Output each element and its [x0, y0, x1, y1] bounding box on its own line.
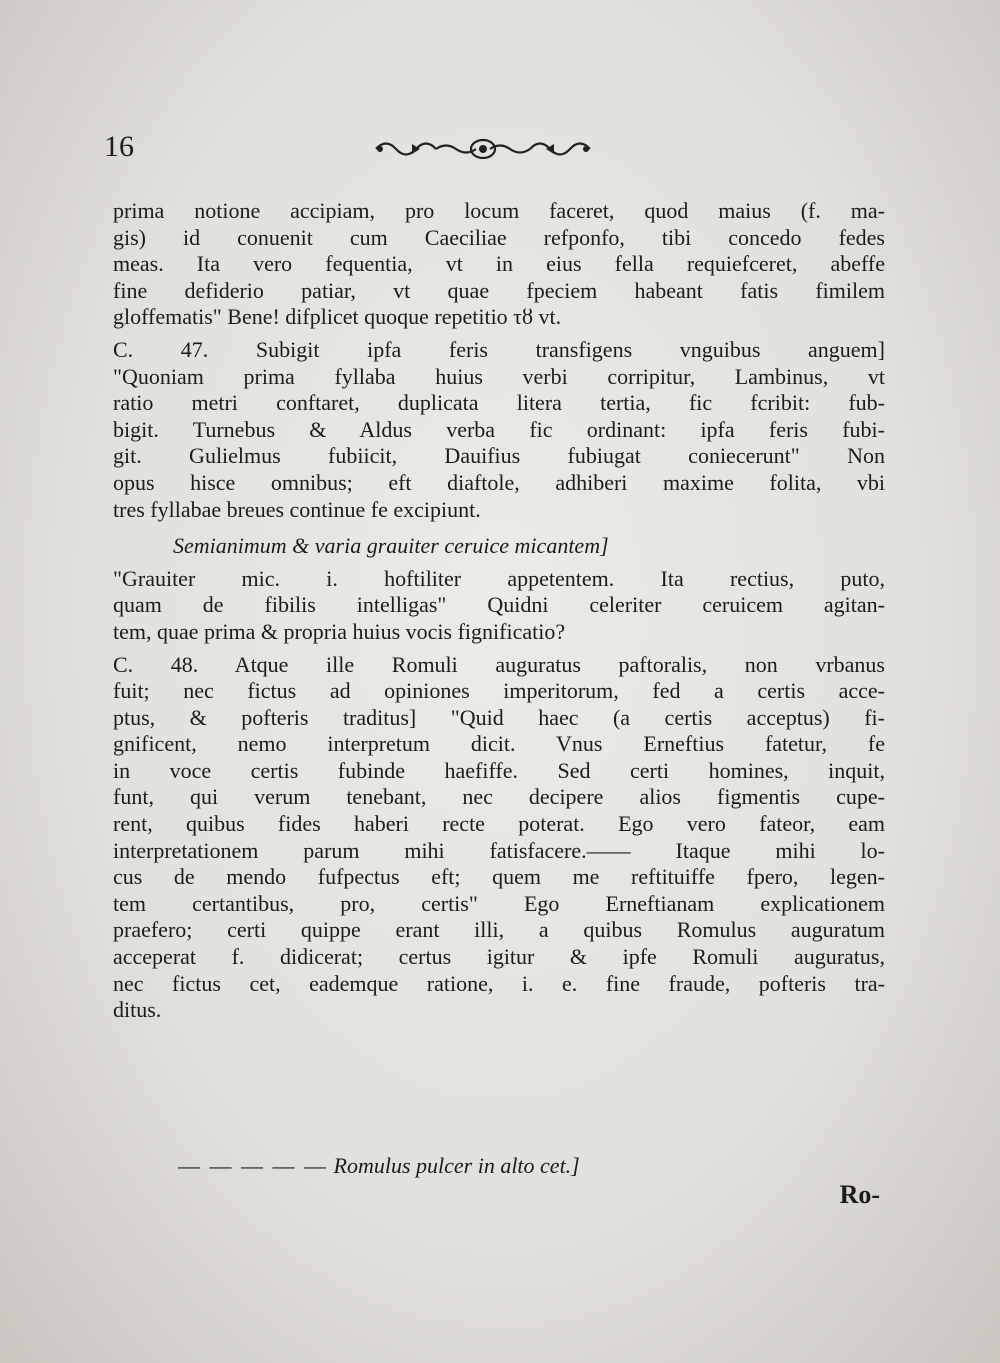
text-line: fuit; nec fictus ad opiniones imperitorum, fed a certis acce- — [113, 678, 885, 704]
text-line: quam de fibilis intelligas" Quidni celeriter ceruicem agitan- — [113, 592, 885, 618]
dash-rule: — — — — — — [178, 1153, 328, 1178]
paragraph-1 — [113, 198, 885, 331]
text-line: prima notione accipiam, pro locum faceret, quod maius (f. ma- — [113, 198, 885, 223]
closing-lemma-text: Romulus pulcer in alto cet.] — [333, 1153, 580, 1178]
text-line: git. Gulielmus fubiicit, Dauifius fubiugat coniecerunt" Non — [113, 443, 885, 469]
text-line: praefero; certi quippe erant illi, a quibus Romulus auguratum — [113, 917, 885, 943]
text-line: in voce certis fubinde haefiffe. Sed certi homines, inquit, — [113, 757, 885, 783]
quoted-lemma: Semianimum & varia grauiter ceruice micantem] — [173, 533, 609, 559]
section-heading-c47: C. 47. Subigit ipfa feris transfigens vnguibus anguem] — [113, 336, 885, 362]
text-line: tem certantibus, pro, certis" Ego Erneftianam explicationem — [113, 890, 885, 916]
main-text — [113, 198, 885, 1024]
text-line: bigit. Turnebus & Aldus verba fic ordinant: ipfa feris fubi- — [113, 416, 885, 442]
text-line: acceperat f. didicerat; certus igitur & ipfe Romuli auguratus, — [113, 944, 885, 970]
text-line: tem, quae prima & propria huius vocis fignificatio? — [113, 618, 566, 644]
text-line: ratio metri conftaret, duplicata litera tertia, fic fcribit: fub- — [113, 390, 885, 416]
text-line: "Quoniam prima fyllaba huius verbi corripitur, Lambinus, vt — [113, 363, 885, 389]
catchword: Ro- — [839, 1180, 880, 1209]
text-line: cus de mendo fufpectus eft; quem me reftituiffe fpero, legen- — [113, 864, 885, 890]
paragraph-3 — [113, 533, 885, 560]
text-line: tres fyllabae breues continue fe excipiunt. — [113, 496, 481, 522]
text-line: meas. Ita vero fequentia, vt in eius fella requiefceret, abeffe — [113, 251, 885, 277]
text-line: "Grauiter mic. i. hoftiliter appetentem. Ita rectius, puto, — [113, 565, 885, 591]
text-line: funt, qui verum tenebant, nec decipere alios figmentis cupe- — [113, 784, 885, 810]
text-line: interpretationem parum mihi fatisfacere.—— Itaque mihi lo- — [113, 837, 885, 863]
text-line: nec fictus cet, eademque ratione, i. e. fine fraude, pofteris tra- — [113, 970, 885, 996]
text-line: gnificent, nemo interpretum dicit. Vnus Erneftius fatetur, fe — [113, 731, 885, 757]
text-line: ditus. — [113, 997, 162, 1023]
text-line: rent, quibus fides haberi recte poterat. Ego vero fateor, eam — [113, 811, 885, 837]
text-line: ptus, & pofteris traditus] "Quid haec (a certis acceptus) fi- — [113, 704, 885, 730]
decorative-ornament — [372, 132, 594, 166]
paragraph-2 — [113, 337, 885, 523]
text-line: opus hisce omnibus; eft diaftole, adhiberi maxime folita, vbi — [113, 469, 885, 495]
text-line: gloffematis" Bene! difplicet quoque repetitio τȣ vt. — [113, 304, 562, 330]
closing-lemma — [178, 1153, 580, 1179]
section-heading-c48: C. 48. Atque ille Romuli auguratus paftoralis, non vrbanus — [113, 651, 885, 677]
text-line: gis) id conuenit cum Caeciliae refponfo, tibi concedo fedes — [113, 224, 885, 250]
paragraph-4 — [113, 566, 885, 646]
text-line: fine defiderio patiar, vt quae fpeciem habeant fatis fimilem — [113, 277, 885, 303]
paragraph-5 — [113, 652, 885, 1024]
page-number: 16 — [104, 130, 134, 163]
